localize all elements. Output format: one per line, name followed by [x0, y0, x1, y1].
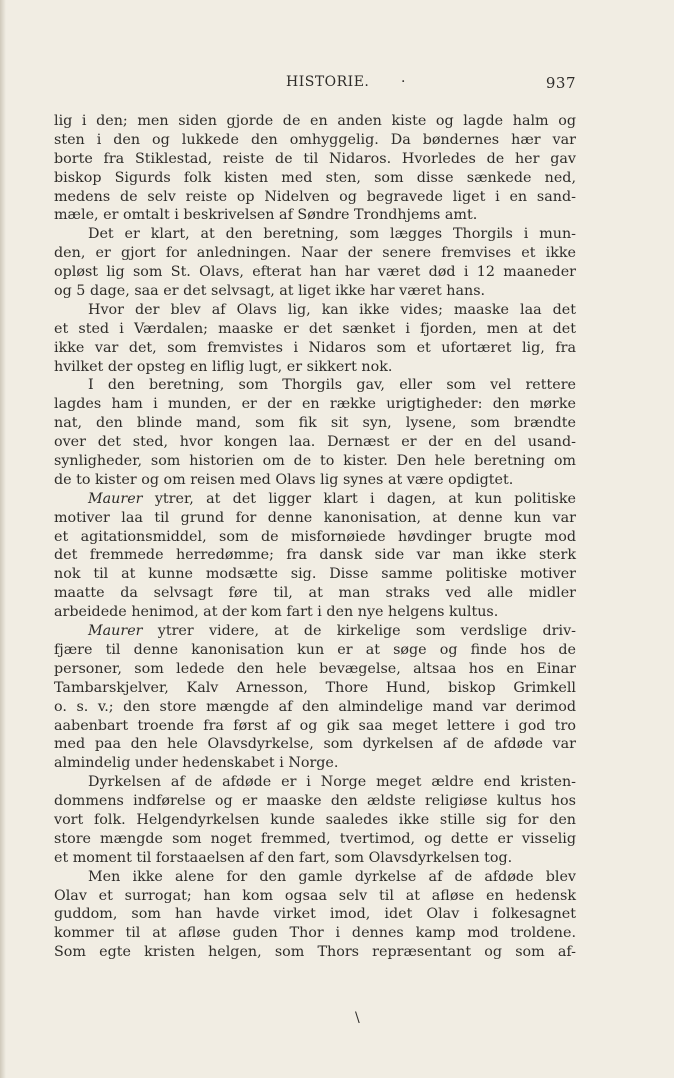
text-line: [54, 811, 576, 830]
text-line: [54, 622, 576, 641]
text-line: [54, 868, 576, 887]
text-line: [54, 679, 576, 698]
text-line: [54, 887, 576, 906]
line-text: Hvor der blev af Olavs lig, kan ikke vides; maaske laa det: [88, 301, 576, 318]
text-line: [54, 263, 576, 282]
italic-name: Maurer: [88, 490, 143, 507]
text-line: [54, 188, 576, 207]
line-text: nat, den blinde mand, som fik sit syn, lysene, som brændte: [54, 415, 576, 432]
text-line: [54, 490, 576, 509]
text-line: [54, 660, 576, 679]
text-line: [54, 376, 576, 395]
line-text: Som egte kristen helgen, som Thors repræsentant og som af-: [54, 944, 576, 961]
text-line: [54, 830, 576, 849]
line-text: Men ikke alene for den gamle dyrkelse af de afdøde blev: [88, 868, 576, 885]
line-text: et moment til forstaaelsen af den fart, som Olavsdyrkelsen tog.: [54, 849, 513, 866]
line-text: ytrer, at det ligger klart i dagen, at kun politiske: [142, 490, 576, 507]
line-text: medens de selv reiste op Nidelven og begravede liget i en sand-: [54, 188, 576, 205]
text-line: [54, 924, 576, 943]
line-text: de to kister og om reisen med Olavs lig synes at være opdigtet.: [54, 471, 514, 488]
line-text: I den beretning, som Thorgils gav, eller som vel rettere: [88, 377, 576, 394]
line-text: og 5 dage, saa er det selvsagt, at liget ikke har været hans.: [54, 283, 486, 300]
text-line: [54, 698, 576, 717]
line-text: lig i den; men siden gjorde de en anden kiste og lagde halm og: [54, 113, 576, 129]
line-text: o. s. v.; den store mængde af den almindelige mand var derimod: [54, 698, 576, 715]
text-line: [54, 358, 576, 377]
line-text: opløst lig som St. Olavs, efterat han har været død i 12 maaneder: [54, 264, 576, 281]
text-line: [54, 546, 576, 565]
text-line: [54, 792, 576, 811]
header-title: HISTORIE.: [286, 74, 370, 90]
text-line: [54, 244, 576, 263]
text-line: [54, 339, 576, 358]
text-line: [54, 112, 576, 131]
line-text: det fremmede herredømme; fra dansk side var man ikke sterk: [54, 547, 576, 564]
line-text: nok til at kunne modsætte sig. Disse samme politiske motiver: [54, 566, 576, 583]
running-header: [56, 74, 576, 96]
text-line: [54, 565, 576, 584]
text-line: [54, 641, 576, 660]
text-line: [54, 943, 576, 962]
line-text: Olav et surrogat; han kom ogsaa selv til at afløse en hedensk: [54, 887, 576, 904]
line-text: Dyrkelsen af de afdøde er i Norge meget ældre end kristen-: [88, 774, 576, 791]
line-text: vort folk. Helgendyrkelsen kunde saaledes ikke stille sig for den: [54, 811, 576, 828]
text-line: [54, 150, 576, 169]
text-line: [54, 717, 576, 736]
line-text: lagdes ham i munden, er der en række urigtigheder: den mørke: [54, 396, 576, 413]
text-line: [54, 433, 576, 452]
line-text: synligheder, som historien om de to kister. Den hele beretning om: [54, 453, 576, 470]
line-text: over det sted, hvor kongen laa. Dernæst er der en del usand-: [54, 434, 576, 451]
footer-mark: \: [355, 1010, 360, 1026]
line-text: kommer til at afløse guden Thor i dennes kamp mod troldene.: [54, 925, 576, 942]
line-text: biskop Sigurds folk kisten med sten, som disse sænkede ned,: [54, 169, 576, 186]
text-line: [54, 773, 576, 792]
text-line: [54, 471, 576, 490]
text-line: [54, 225, 576, 244]
text-line: [54, 282, 576, 301]
line-text: Tambarskjelver, Kalv Arnesson, Thore Hund, biskop Grimkell: [54, 679, 576, 696]
text-line: [54, 320, 576, 339]
line-text: store mængde som noget fremmed, tvertimod, og dette er visselig: [54, 830, 576, 847]
line-text: maatte da selvsagt føre til, at man straks ved alle midler: [54, 585, 576, 602]
line-text: med paa den hele Olavsdyrkelse, som dyrkelsen af de afdøde var: [54, 736, 576, 753]
text-line: [54, 169, 576, 188]
text-line: [54, 509, 576, 528]
line-text: aabenbart troende fra først af og gik saa meget lettere i god tro: [54, 717, 576, 734]
line-text: mæle, er omtalt i beskrivelsen af Søndre Trondhjems amt.: [54, 207, 478, 224]
line-text: Det er klart, at den beretning, som lægges Thorgils i mun-: [88, 226, 576, 243]
header-dot: ·: [401, 74, 406, 90]
line-text: et agitationsmiddel, som de misfornøiede høvdinger brugte mod: [54, 528, 576, 545]
line-text: ytrer videre, at de kirkelige som verdslige driv-: [142, 623, 576, 640]
line-text: motiver laa til grund for denne kanonisation, at denne kun var: [54, 509, 576, 526]
line-text: sten i den og lukkede den omhyggelig. Da bøndernes hær var: [54, 131, 576, 148]
text-line: [54, 206, 576, 225]
text-line: [54, 452, 576, 471]
page-number: 937: [545, 74, 576, 92]
line-text: dommens indførelse og er maaske den ældste religiøse kultus hos: [54, 793, 576, 810]
page-edge: [0, 0, 6, 1078]
line-text: et sted i Værdalen; maaske er det sænket i fjorden, men at det: [54, 320, 576, 337]
text-line: [54, 584, 576, 603]
line-text: personer, som ledede den hele bevægelse, altsaa hos en Einar: [54, 660, 576, 677]
body-text: [54, 112, 576, 962]
text-line: [54, 131, 576, 150]
text-line: [54, 905, 576, 924]
line-text: hvilket der opsteg en liflig lugt, er sikkert nok.: [54, 358, 393, 375]
text-line: [54, 603, 576, 622]
text-line: [54, 849, 576, 868]
text-line: [54, 395, 576, 414]
text-line: [54, 301, 576, 320]
line-text: arbeidede henimod, at der kom fart i den nye helgens kultus.: [54, 604, 499, 621]
text-line: [54, 528, 576, 547]
text-line: [54, 414, 576, 433]
line-text: guddom, som han havde virket imod, idet Olav i folkesagnet: [54, 906, 576, 923]
line-text: fjære til denne kanonisation kun er at søge og finde hos de: [54, 641, 576, 658]
text-line: [54, 735, 576, 754]
line-text: ikke var det, som fremvistes i Nidaros som et ufortæret lig, fra: [54, 339, 576, 356]
text-line: [54, 754, 576, 773]
line-text: almindelig under hedenskabet i Norge.: [54, 755, 339, 772]
line-text: borte fra Stiklestad, reiste de til Nidaros. Hvorledes de her gav: [54, 150, 576, 167]
line-text: den, er gjort for anledningen. Naar der senere fremvises et ikke: [54, 245, 576, 262]
italic-name: Maurer: [88, 623, 143, 640]
